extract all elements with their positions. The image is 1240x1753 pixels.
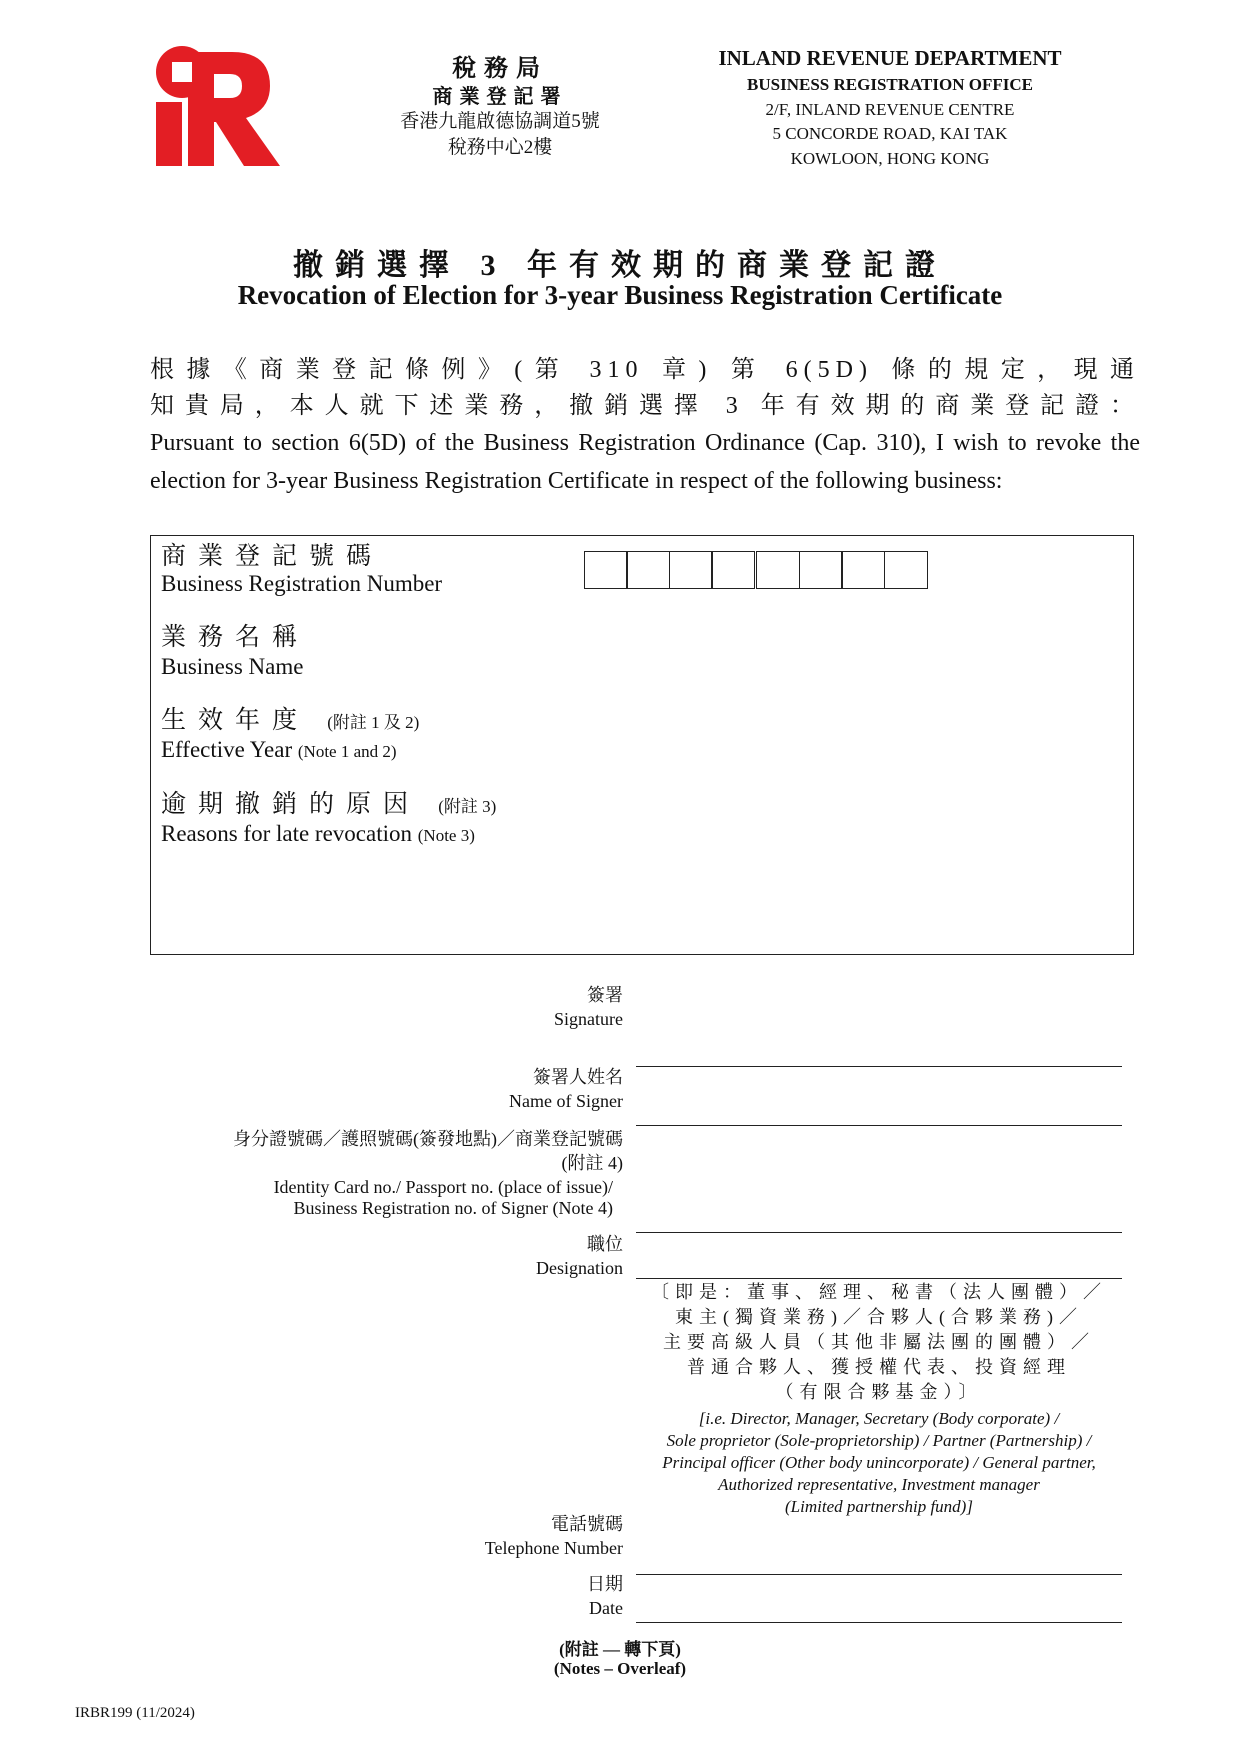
brn-cell[interactable] xyxy=(669,551,713,589)
signature-line[interactable] xyxy=(636,1066,1122,1067)
signer-name-line[interactable] xyxy=(636,1125,1122,1126)
form-code: IRBR199 (11/2024) xyxy=(75,1705,195,1721)
header-en-address-1: 2/F, INLAND REVENUE CENTRE xyxy=(765,100,1015,119)
header-cn-address-2: 稅務中心2樓 xyxy=(447,137,553,158)
intro-cn-line-1: 根據《商業登記條例》(第 310 章) 第 6(5D) 條的規定，現通 xyxy=(150,357,1140,383)
effective-year-note-cn: (附註 1 及 2) xyxy=(327,713,420,732)
brn-label-en: Business Registration Number xyxy=(161,571,443,596)
header-en-address-2: 5 CONCORDE ROAD, KAI TAK xyxy=(772,124,1008,143)
designation-options-cn-5: （有限合夥基金）〕 xyxy=(775,1382,983,1402)
brn-label-cn: 商業登記號碼 xyxy=(161,543,384,570)
telephone-label-cn: 電話號碼 xyxy=(551,1514,623,1534)
designation-options-en-1: [i.e. Director, Manager, Secretary (Body corporate) / xyxy=(698,1409,1060,1428)
intro-en: Pursuant to section 6(5D) of the Business Registration Ordinance (Cap. 310), I wish to revoke the election for 3-year Business Registration Certificate in respect of the following business: xyxy=(150,430,1140,494)
designation-options-cn-3: 主要高級人員（其他非屬法團的團體）／ xyxy=(663,1332,1095,1352)
late-reason-note-cn: (附註 3) xyxy=(438,797,497,816)
late-reason-label-en: Reasons for late revocation xyxy=(161,821,412,846)
brn-input-cells[interactable] xyxy=(585,551,928,589)
brn-cell[interactable] xyxy=(884,551,928,589)
brn-cell[interactable] xyxy=(711,551,755,589)
notes-overleaf-cn: (附註 — 轉下頁) xyxy=(559,1640,681,1659)
id-label-cn: 身分證號碼／護照號碼(簽發地點)／商業登記號碼 xyxy=(233,1129,623,1149)
id-number-line[interactable] xyxy=(636,1232,1122,1233)
header-cn-office: 商業登記署 xyxy=(432,86,568,108)
signature-label-en: Signature xyxy=(554,1009,623,1029)
header-cn-dept: 稅務局 xyxy=(452,56,548,82)
telephone-label-en: Telephone Number xyxy=(484,1538,623,1558)
business-name-label-cn: 業務名稱 xyxy=(161,624,310,651)
date-label-cn: 日期 xyxy=(587,1574,623,1594)
brn-cell[interactable] xyxy=(756,551,800,589)
designation-line[interactable] xyxy=(636,1278,1122,1279)
header-en-office: BUSINESS REGISTRATION OFFICE xyxy=(747,75,1033,94)
brn-cell[interactable] xyxy=(841,551,885,589)
designation-options-cn-4: 普通合夥人、獲授權代表、投資經理 xyxy=(687,1357,1071,1377)
id-label-en-2: Business Registration no. of Signer (Note 4) xyxy=(293,1198,613,1218)
effective-year-note-en: (Note 1 and 2) xyxy=(297,742,397,761)
ird-logo xyxy=(152,44,282,166)
header-cn-address-1: 香港九龍啟德協調道5號 xyxy=(400,111,600,132)
date-line[interactable] xyxy=(636,1622,1122,1623)
designation-options-en-2: Sole proprietor (Sole-proprietorship) / Partner (Partnership) / xyxy=(666,1431,1092,1450)
late-reason-label-cn: 逾期撤銷的原因 xyxy=(161,791,421,818)
designation-label-en: Designation xyxy=(536,1258,623,1278)
id-label-en-1: Identity Card no./ Passport no. (place of issue)/ xyxy=(273,1177,613,1197)
telephone-line[interactable] xyxy=(636,1574,1122,1575)
designation-options-en-5: (Limited partnership fund)] xyxy=(785,1497,973,1516)
designation-label-cn: 職位 xyxy=(587,1234,623,1254)
effective-year-label-cn: 生效年度 xyxy=(161,707,310,734)
notes-overleaf-en: (Notes – Overleaf) xyxy=(553,1659,687,1678)
header-en-dept: INLAND REVENUE DEPARTMENT xyxy=(718,46,1062,70)
brn-cell[interactable] xyxy=(584,551,628,589)
designation-options-cn-1: 〔即是：董事、經理、秘書（法人團體）／ xyxy=(651,1282,1107,1302)
intro-cn-line-2: 知貴局，本人就下述業務，撤銷選擇 3 年有效期的商業登記證： xyxy=(150,393,1140,419)
header-en-address-3: KOWLOON, HONG KONG xyxy=(790,149,990,168)
effective-year-label-en: Effective Year xyxy=(161,737,293,762)
id-note-cn: (附註 4) xyxy=(561,1153,623,1173)
designation-options-en-3: Principal officer (Other body unincorporate) / General partner, xyxy=(662,1453,1096,1472)
date-label-en: Date xyxy=(589,1598,623,1618)
late-reason-note-en: (Note 3) xyxy=(417,826,475,845)
brn-cell[interactable] xyxy=(626,551,670,589)
brn-cell[interactable] xyxy=(799,551,843,589)
title-en: Revocation of Election for 3-year Business Registration Certificate xyxy=(237,280,1003,310)
title-cn: 撤銷選擇 3 年有效期的商業登記證 xyxy=(293,249,947,282)
business-name-label-en: Business Name xyxy=(161,654,304,679)
designation-options-en-4: Authorized representative, Investment manager xyxy=(718,1475,1040,1494)
signer-name-label-cn: 簽署人姓名 xyxy=(533,1067,623,1087)
signer-name-label-en: Name of Signer xyxy=(509,1091,623,1111)
signature-label-cn: 簽署 xyxy=(587,985,623,1005)
designation-options-cn-2: 東主(獨資業務)／合夥人(合夥業務)／ xyxy=(675,1307,1083,1327)
